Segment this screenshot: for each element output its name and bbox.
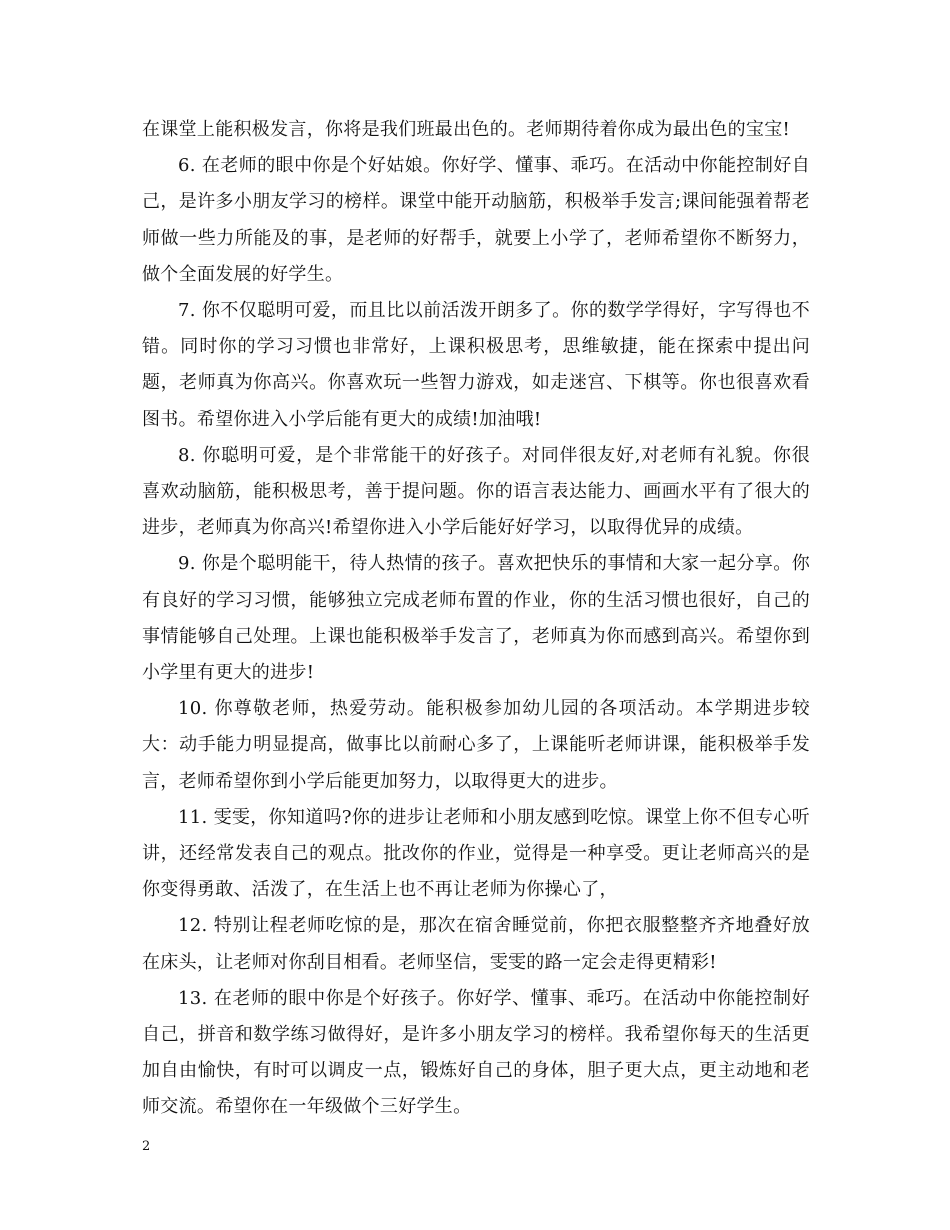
paragraph-item-11: 11. 雯雯，你知道吗?你的进步让老师和小朋友感到吃惊。课堂上你不但专心听讲，还经常发表自己的观点。批改你的作业，觉得是一种享受。更让老师高兴的是你变得勇敢、活泼了，在生活上也不再让老师为你操心了，: [142, 806, 810, 901]
page-number: 2: [142, 1139, 151, 1154]
paragraph-item-7: 7. 你不仅聪明可爱，而且比以前活泼开朗多了。你的数学学得好，字写得也不错。同时你的学习习惯也非常好，上课积极思考，思维敏捷，能在探索中提出问题，老师真为你高兴。你喜欢玩一些智力游戏，如走迷宫、下棋等。你也很喜欢看图书。希望你进入小学后能有更大的成绩!加油哦!: [142, 300, 810, 430]
paragraph-item-8: 8. 你聪明可爱，是个非常能干的好孩子。对同伴很友好,对老师有礼貌。你很喜欢动脑筋，能积极思考，善于提问题。你的语言表达能力、画画水平有了很大的进步，老师真为你高兴!希望你进入小学后能好好学习，以取得优异的成绩。: [142, 444, 810, 539]
paragraph: 在课堂上能积极发言，你将是我们班最出色的。老师期待着你成为最出色的宝宝!: [142, 119, 791, 140]
paragraph-item-9: 9. 你是个聪明能干，待人热情的孩子。喜欢把快乐的事情和大家一起分享。你有良好的学习习惯，能够独立完成老师布置的作业，你的生活习惯也很好，自己的事情能够自己处理。上课也能积极举手发言了，老师真为你而感到高兴。希望你到小学里有更大的进步!: [142, 553, 810, 684]
paragraph-item-12: 12. 特别让程老师吃惊的是，那次在宿舍睡觉前，你把衣服整整齐齐地叠好放在床头，让老师对你刮目相看。老师坚信，雯雯的路一定会走得更精彩!: [142, 915, 810, 973]
document-body: [142, 112, 810, 1126]
paragraph-item-10: 10. 你尊敬老师，热爱劳动。能积极参加幼儿园的各项活动。本学期进步较大：动手能力明显提高，做事比以前耐心多了，上课能听老师讲课，能积极举手发言，老师希望你到小学后能更加努力，以取得更大的进步。: [142, 698, 810, 792]
paragraph-item-6: 6. 在老师的眼中你是个好姑娘。你好学、懂事、乖巧。在活动中你能控制好自己，是许多小朋友学习的榜样。课堂中能开动脑筋，积极举手发言;课间能强着帮老师做一些力所能及的事，是老师的好帮手，就要上小学了，老师希望你不断努力，做个全面发展的好学生。: [142, 155, 810, 285]
paragraph-item-13: 13. 在老师的眼中你是个好孩子。你好学、懂事、乖巧。在活动中你能控制好自己，拼音和数学练习做得好，是许多小朋友学习的榜样。我希望你每天的生活更加自由愉快，有时可以调皮一点，锻炼好自己的身体，胆子更大点，更主动地和老师交流。希望你在一年级做个三好学生。: [142, 987, 810, 1118]
